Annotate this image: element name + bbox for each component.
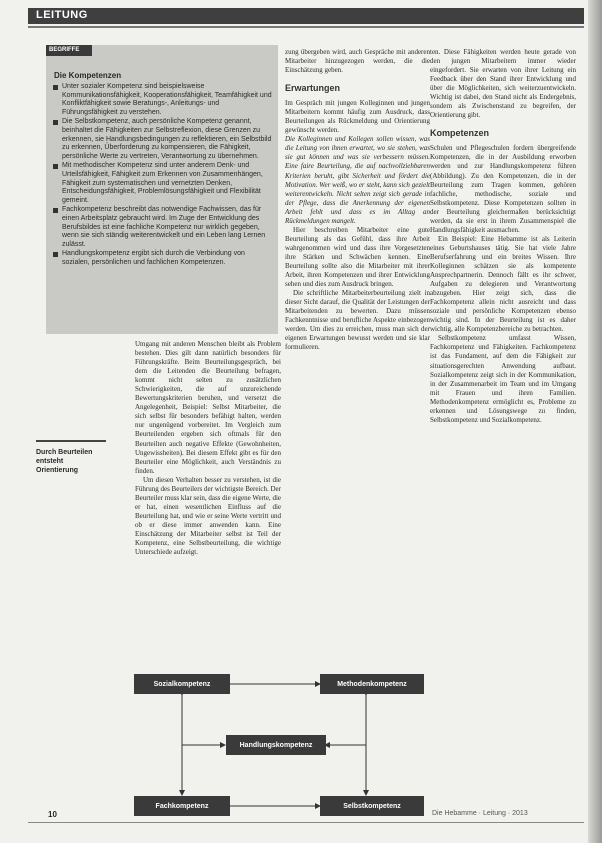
paragraph: Um diesen Verhalten besser zu verstehen, ist die Führung des Beurteilers der wichtigste Bereich. Der Beurteiler muss klar sein, dass die eigene Werte, die er hat, einen wesentlichen Einfluss auf die Beurteilung hat, und wie er seine Werte vertritt und ob er diese immer anwenden kann. Eine Einschätzung der Mitarbeiter selbst ist Teil der Kompetenz, eine Selbstbeurteilung, die wichtige Unterschiede aufzeigt. xyxy=(135,475,281,557)
margin-note: Durch Beurteilen entsteht Orientierung xyxy=(36,440,106,475)
paragraph: Die schriftliche Mitarbeiterbeurteilung zielt in dieser Sicht darauf, die Qualität der Leistungen der Mitarbeitenden zu bewerten. Dazu müssen Fachkenntnisse und berufliche Aspekte einbezogen werden. Um dies zu erreichen, muss man sich der eigenen Erwartungen bewusst werden und sie klar formulieren. xyxy=(285,289,430,352)
page-number: 10 xyxy=(48,810,57,819)
heading-expectations: Erwartungen xyxy=(285,83,341,94)
page-spine-shadow xyxy=(588,0,602,843)
paragraph: Selbstkompetenz umfasst Wissen, Fachkompetenz und Fähigkeiten. Fachkompetenz ist das Fundament, auf dem die Fähigkeit zur situationsgerechten Anwendung aufbaut. Sozialkompetenz zeigt sich in der Kommunikation, in der Zusammenarbeit im Team und im Umgang mit Frauen und ihren Familien. Methodenkompetenz ermöglicht es, Probleme zu erkennen und Lösungswege zu finden, Selbstkompetenz und Sozialkompetenz. xyxy=(430,334,576,424)
box-tag: BEGRIFFE xyxy=(46,45,92,56)
column-2 xyxy=(285,48,430,352)
heading-competencies: Kompetenzen xyxy=(430,128,490,139)
paragraph: Schulen und Pflegeschulen fordern übergreifende Kompetenzen, die in der Ausbildung erworben werden und zur Handlungskompetenz führen (Abbildung). Zu den Kompetenzen, die in der Beurteilung zum Tragen kommen, gehören fachliche, methodische, soziale und Selbstkompetenz. Diese Kompetenzen sollten in der Beurteilung gleichermaßen berücksichtigt werden, da sie erst in ihrem Zusammenspiel die Handlungsfähigkeit ausmachen. xyxy=(430,144,576,234)
paragraph: zung übergeben wird, auch Gespräche mit anderen Mitarbeiter hinzugezogen werden, die die Einschätzung geben. xyxy=(285,48,430,75)
box-item: Unter sozialer Kompetenz sind beispielsweise Kommunikationsfähigkeit, Kooperationsfähigkeit, Teamfähigkeit und Konfliktfähigkeit sowie Beratungs-, Anleitungs- und Führungsfähigkeit zu verstehen. xyxy=(52,83,274,117)
paragraph: Ein Beispiel: Eine Hebamme ist als Leiterin eines Geburtshauses tätig. Sie hat viele Jahre Berufserfahrung und ein breites Wissen. Ihre Kolleginnen schätzen sie als kompetente Ansprechpartnerin. Dennoch fällt es ihr schwer, Aufgaben zu delegieren und Verantwortung abzugeben. Hier zeigt sich, dass die Fachkompetenz allein nicht ausreicht und dass soziale und persönliche Kompetenzen ebenso wichtig sind. In der Beurteilung ist es daher wichtig, alle Kompetenzbereiche zu betrachten. xyxy=(430,234,576,334)
column-3 xyxy=(430,48,576,425)
box-item: Mit methodischer Kompetenz sind unter anderem Denk- und Urteilsfähigkeit, Fähigkeit zum Erkennen von Zusammenhängen, Fähigkeit zum systematischen und vernetzten Denken, Entscheidungsfähigkeit, Problemlösungsfähigkeit und Flexibilität gemeint. xyxy=(52,162,274,205)
italic-paragraph: Die Kolleginnen und Kollegen sollen wissen, was die Leitung von ihnen erwartet, wo sie stehen, was sie gut können und was sie verbessern müssen. Eine faire Beurteilung, die auf nachvollziehbaren Kriterien beruht, gibt Sicherheit und fördert die Motivation. Wer weiß, wo er steht, kann sich gezielt weiterentwickeln. Nicht selten zeigt sich gerade in der Pflege, dass die Anerkennung der eigenen Arbeit fehlt und dass es im Alltag an Rückmeldungen mangelt. xyxy=(285,135,430,225)
diagram-action: Handlungskompetenz xyxy=(226,735,326,755)
paragraph: Umgang mit anderen Menschen bleibt als Problem bestehen. Dies gilt dann natürlich besonders für Führungskräfte. Beim Beurteilungsgespräch, bei dem die Leitenden die Beurteilung befragen, kommt nicht selten zu zusätzlichen Schwierigkeiten, die auf unzureichende Bewertungskriterien beruhen, und versetzt die Angelegenheit, Beispiel: Selbst Mitarbeiter, die sich selbst für besonders befähigt halten, werden nur ungenügend vorbereitet. Im Vergleich zum Beurteilenden ergeben sich oftmals für den Beurteilten auch negative Effekte (Gewohnheiten, Ungewissheiten). Bei diesem Effekt gibt es für den Beurteiler eine Möglichkeit, auch Verständnis zu finden. xyxy=(135,340,281,475)
paragraph: Im Gespräch mit jungen Kolleginnen und jungen Mitarbeitern kommt häufig zum Ausdruck, dass Beurteilungen als Rückmeldung und Orientierung gewünscht werden. xyxy=(285,99,430,135)
column-1 xyxy=(135,340,281,557)
competency-diagram xyxy=(120,670,432,820)
section-header xyxy=(28,8,584,24)
paragraph: Hier beschreiben Mitarbeiter eine gute Beurteilung als das Gefühl, dass ihre Arbeit wahrgenommen wird und dass ihre Vorgesetzten ihre Stärken und Schwächen kennen. Eine Beurteilung sollte also die Mitarbeiter mit ihrer Arbeit, ihren Kompetenzen und ihrer Entwicklung sehen und dies zum Ausdruck bringen. xyxy=(285,225,430,289)
box-item: Handlungskompetenz ergibt sich durch die Verbindung von sozialen, persönlichen und fachlichen Kompetenzen. xyxy=(52,250,274,267)
section-title: LEITUNG xyxy=(36,9,88,21)
diagram-social: Sozialkompetenz xyxy=(134,674,230,694)
footer-rule xyxy=(28,822,584,823)
box-title: Die Kompetenzen xyxy=(54,71,122,80)
box-item: Die Selbstkompetenz, auch persönliche Kompetenz genannt, beinhaltet die Fähigkeiten zur Selbstreflexion, diese Grenzen zu erkennen, sie Handlungsbedingungen zu reflektieren, ein Selbstbild zu erkennen, Überforderung zu kompensieren, die Fähigkeit, persönliche Werte zu vertreten, Verantwortung zu übernehmen. xyxy=(52,118,274,161)
paragraph: ten. Diese Fähigkeiten werden heute gerade von den jungen Mitarbeitern immer wieder eingefordert. Sie erwarten von ihrer Leitung ein Feedback über den Stand ihrer Entwicklung und über die Möglichkeiten, sich weiterzuentwickeln. Wichtig ist dabei, den Stand nicht als Endergebnis, sondern als Zwischenstand zu begreifen, der Orientierung gibt. xyxy=(430,48,576,120)
box-list xyxy=(52,83,274,268)
diagram-expert: Fachkompetenz xyxy=(134,796,230,816)
diagram-self: Selbstkompetenz xyxy=(320,796,424,816)
diagram-method: Methodenkompetenz xyxy=(320,674,424,694)
header-rule xyxy=(28,26,584,28)
magazine-footer: Die Hebamme · Leitung · 2013 xyxy=(432,810,528,817)
box-item: Fachkompetenz beschreibt das notwendige Fachwissen, das für einen Arbeitsplatz gebraucht wird. Im Zuge der Entwicklung des Berufsbildes ist eine fachliche Kompetenz nur wirklich gegeben, wenn sie sich ständig weiterentwickelt und ein Leben lang Lernen zulässt. xyxy=(52,206,274,249)
